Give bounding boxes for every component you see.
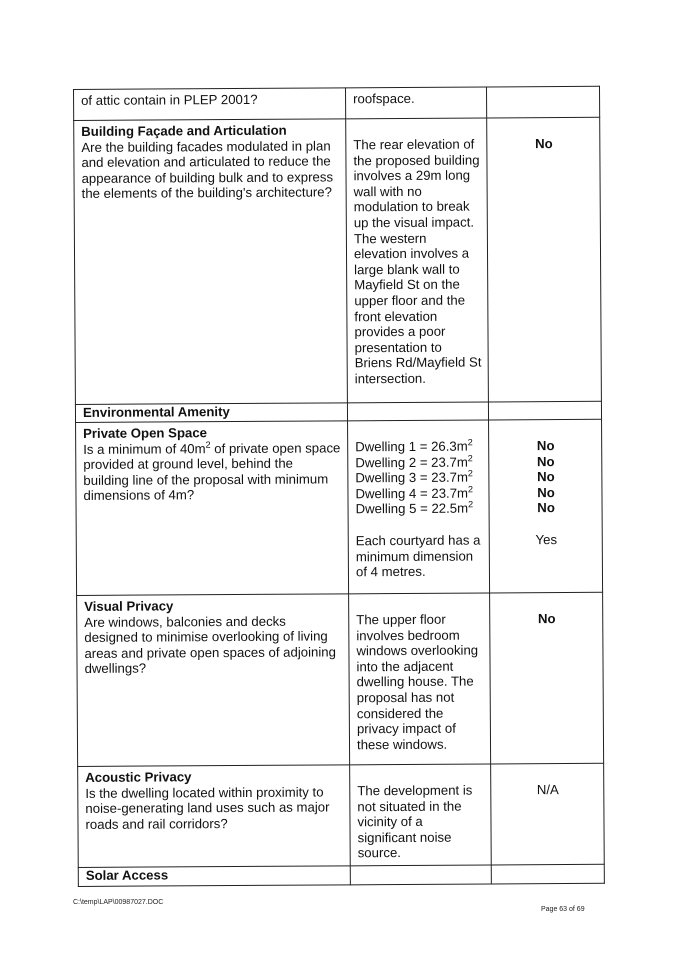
complies-cell xyxy=(489,419,603,593)
dwelling-line: Dwelling $1 = 26.3m^2$ xyxy=(355,437,473,455)
dwelling-line: Dwelling $2 = 23.7m^2$ xyxy=(355,452,473,470)
table-row-solar-access xyxy=(78,864,604,886)
criteria-question: Is a minimum of $40m^2$ of private open space provided at ground level, behind the building line of the proposal with minimum dimensions of 4m? xyxy=(83,439,341,504)
dwelling-line: Dwelling $3 = 23.7m^2$ xyxy=(355,468,473,486)
table-row-facade xyxy=(74,117,602,404)
complies-cell xyxy=(491,763,605,865)
criteria-cell xyxy=(76,421,349,596)
section-heading: Solar Access xyxy=(85,867,169,883)
comment-cell xyxy=(347,402,488,421)
complies-cell xyxy=(490,592,604,764)
criteria-question: Is the dwelling located within proximity to noise-generating land uses such as major roads and rail corridors? xyxy=(85,784,330,832)
comment-cell xyxy=(346,118,489,403)
assessment-table xyxy=(73,86,605,887)
table-row-private-open-space xyxy=(76,419,603,595)
complies-text: No xyxy=(534,136,553,152)
criteria-question: Are the building facades modulated in plan and elevation and articulated to reduce the appearance of building bulk and to express the elements of the building's architecture? xyxy=(81,138,334,202)
complies-text: No xyxy=(537,500,555,516)
complies-cell xyxy=(487,117,602,402)
criteria-cell xyxy=(75,403,347,423)
footer-page-number: Page 63 of 69 xyxy=(541,906,585,913)
table-row-acoustic-privacy xyxy=(78,763,605,867)
comment-text: Each courtyard has a minimum dimension of 4 metres. xyxy=(355,532,481,580)
comment-cell xyxy=(345,87,486,119)
dwelling-line: Dwelling $4 = 23.7m^2$ xyxy=(355,483,474,502)
section-heading: Visual Privacy xyxy=(84,598,174,614)
comment-text: The upper floor involves bedroom windows overlooking into the adjacent dwelling house. The proposal has not considered the privacy impact of these windows. xyxy=(356,611,479,753)
criteria-question: Are windows, balconies and decks designed to minimise overlooking of living areas and private open spaces of adjoining dwellings? xyxy=(84,613,336,677)
criteria-cell xyxy=(74,119,348,405)
comment-cell xyxy=(349,593,491,765)
section-heading: Environmental Amenity xyxy=(82,404,230,420)
criteria-cell xyxy=(74,88,346,121)
comment-text: roofspace. xyxy=(353,90,415,107)
table-row-attic xyxy=(74,86,600,120)
section-heading: Private Open Space xyxy=(83,425,208,441)
section-heading: Acoustic Privacy xyxy=(85,769,192,785)
comment-cell xyxy=(350,764,492,866)
comment-cell xyxy=(350,865,491,885)
criteria-text: of attic contain in PLEP 2001? xyxy=(81,91,258,108)
complies-text: No xyxy=(537,484,555,500)
complies-text: No xyxy=(537,469,555,485)
complies-text: No xyxy=(536,453,555,469)
comment-text: The development is not situated in the vicinity of a significant noise source. xyxy=(357,782,473,861)
comment-text: The rear elevation of the proposed building involves a 29m long wall with no modulation to break up the visual impact. The western elevation involves a large blank wall to Mayfield St on the upper floor and the front elevation provides a poor presentation to Briens Rd/Mayfield St intersection. xyxy=(353,136,482,387)
section-heading: Building Façade and Articulation xyxy=(81,122,287,139)
complies-text: N/A xyxy=(536,782,559,798)
complies-cell xyxy=(488,401,601,420)
criteria-cell xyxy=(78,765,351,868)
complies-cell xyxy=(491,864,604,884)
criteria-cell xyxy=(77,594,350,767)
dwelling-line: Dwelling $5 = 22.5m^2$ xyxy=(355,499,474,517)
comment-cell xyxy=(348,420,490,594)
complies-text: No xyxy=(537,611,556,627)
complies-text: No xyxy=(536,438,555,454)
complies-cell xyxy=(486,86,599,118)
criteria-cell xyxy=(78,866,350,887)
table-row-visual-privacy xyxy=(77,592,604,766)
complies-text: Yes xyxy=(535,532,558,548)
footer-file-path: C:\temp\LAP\00987027.DOC xyxy=(73,899,164,906)
